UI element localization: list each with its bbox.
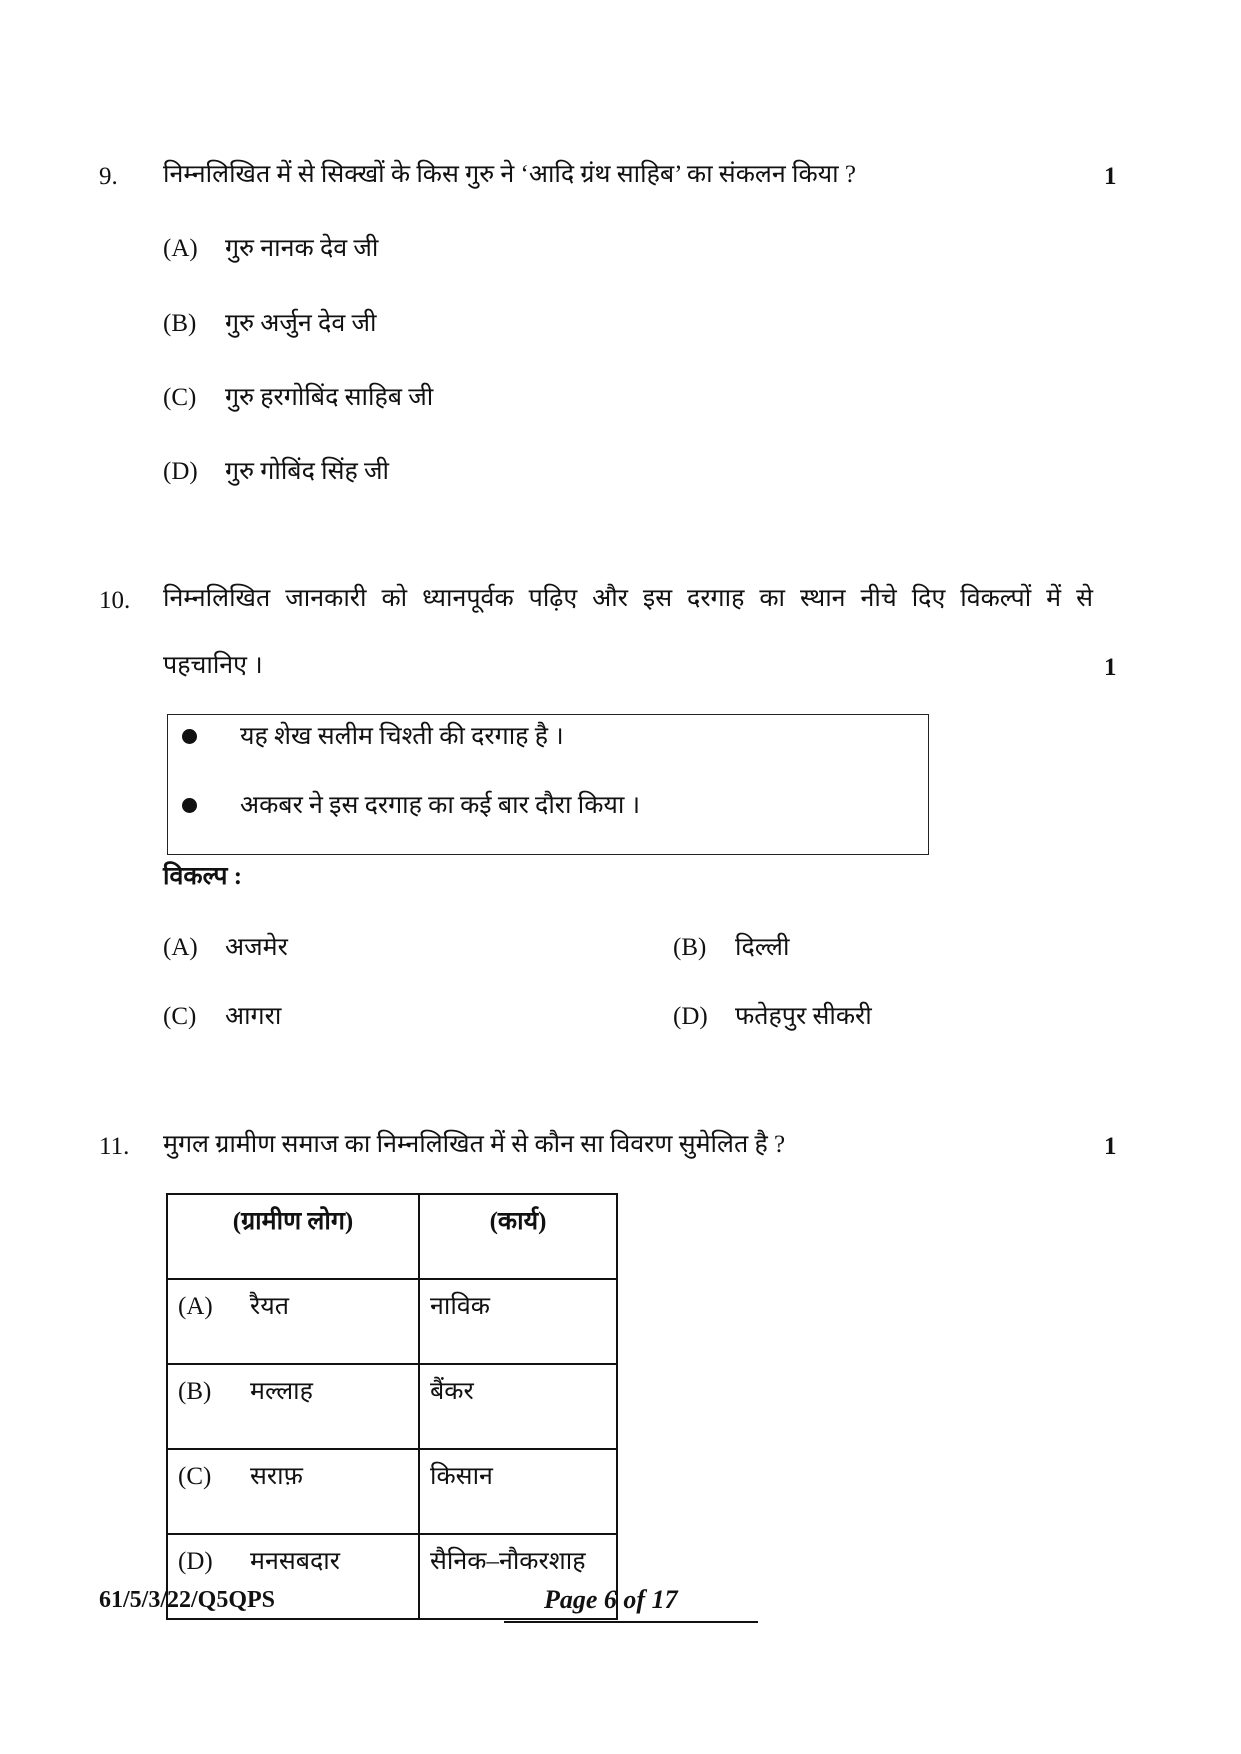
option-label: (C)	[163, 1003, 197, 1030]
row-label: (B)	[178, 1378, 212, 1405]
work-cell: सैनिक–नौकरशाह	[419, 1534, 617, 1619]
bullet-icon	[182, 798, 197, 813]
q9-text: निम्नलिखित में से सिक्खों के किस गुरु ने ‘आदि ग्रंथ साहिब’ का संकलन किया ?	[163, 161, 856, 188]
q9-option-c	[163, 385, 433, 410]
q10-number: 10.	[99, 587, 131, 614]
row-label: (D)	[178, 1548, 213, 1575]
people-text: मनसबदार	[250, 1548, 340, 1575]
table-row	[167, 1279, 617, 1364]
page-number: Page 6 of 17	[544, 1585, 678, 1614]
option-label: (B)	[163, 310, 197, 337]
q11-marks: 1	[1104, 1133, 1117, 1160]
option-label: (A)	[163, 235, 198, 262]
option-text: गुरु नानक देव जी	[225, 235, 379, 262]
q11-text: मुगल ग्रामीण समाज का निम्नलिखित में से कौन सा विवरण सुमेलित है ?	[163, 1131, 786, 1158]
q10-text-line1: निम्नलिखित जानकारी को ध्यानपूर्वक पढ़िए और इस दरगाह का स्थान नीचे दिए विकल्पों में से	[163, 585, 1093, 612]
bullet-icon	[182, 729, 197, 744]
q10-option-b	[673, 935, 789, 960]
work-cell: किसान	[419, 1449, 617, 1534]
option-label: (A)	[163, 934, 198, 961]
q9-option-a	[163, 236, 378, 261]
row-label: (A)	[178, 1293, 213, 1320]
option-text: आगरा	[225, 1003, 282, 1030]
row-label: (C)	[178, 1463, 212, 1490]
matching-table	[166, 1193, 618, 1620]
table-row	[167, 1449, 617, 1534]
paper-code: 61/5/3/22/Q5QPS	[99, 1587, 276, 1613]
work-cell: बैंकर	[419, 1364, 617, 1449]
options-heading: विकल्प :	[163, 863, 243, 890]
option-text: दिल्ली	[735, 934, 790, 961]
table-header-row	[167, 1194, 617, 1279]
q10-option-d	[673, 1004, 872, 1029]
q10-marks: 1	[1104, 654, 1117, 681]
q11-number: 11.	[99, 1133, 130, 1160]
info-point: अकबर ने इस दरगाह का कई बार दौरा किया ।	[240, 792, 641, 819]
q10-option-c	[163, 1004, 281, 1029]
option-label: (D)	[673, 1003, 708, 1030]
table-row	[167, 1364, 617, 1449]
people-text: सराफ़	[250, 1463, 303, 1490]
people-cell	[167, 1449, 419, 1534]
q9-option-b	[163, 311, 377, 336]
q10-text-line2: पहचानिए ।	[163, 652, 263, 679]
people-text: रैयत	[250, 1293, 289, 1320]
option-text: गुरु हरगोबिंद साहिब जी	[225, 384, 434, 411]
people-text: मल्लाह	[250, 1378, 313, 1405]
page-underline	[504, 1621, 758, 1623]
header-work: (कार्य)	[419, 1194, 617, 1279]
q9-option-d	[163, 459, 389, 484]
option-label: (D)	[163, 458, 198, 485]
people-cell	[167, 1279, 419, 1364]
q9-number: 9.	[99, 163, 118, 190]
option-text: गुरु गोबिंद सिंह जी	[225, 458, 390, 485]
option-text: गुरु अर्जुन देव जी	[225, 310, 377, 337]
q10-option-a	[163, 935, 288, 960]
option-text: अजमेर	[225, 934, 288, 961]
people-cell	[167, 1364, 419, 1449]
option-label: (B)	[673, 934, 707, 961]
work-cell: नाविक	[419, 1279, 617, 1364]
info-point: यह शेख सलीम चिश्ती की दरगाह है ।	[240, 723, 564, 750]
option-text: फतेहपुर सीकरी	[735, 1003, 872, 1030]
q9-marks: 1	[1104, 163, 1117, 190]
option-label: (C)	[163, 384, 197, 411]
header-people: (ग्रामीण लोग)	[167, 1194, 419, 1279]
